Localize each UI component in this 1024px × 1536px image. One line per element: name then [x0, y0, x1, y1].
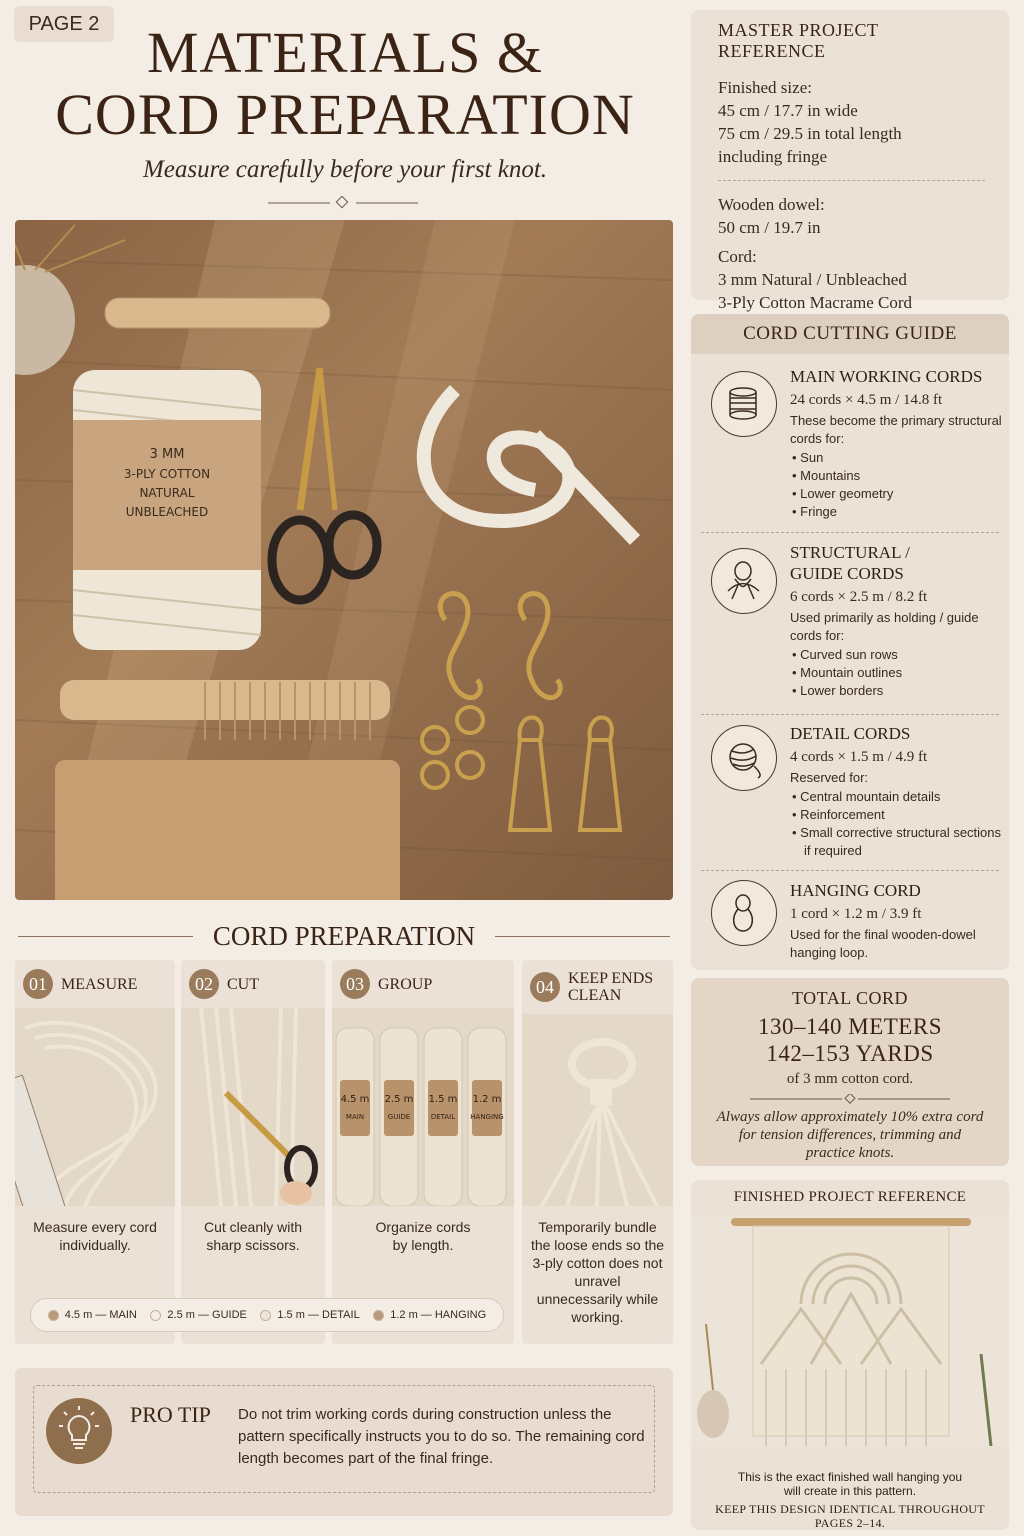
hanging-loop-icon	[711, 880, 777, 946]
cord-quantity: 24 cords × 4.5 m / 14.8 ft	[790, 392, 943, 408]
bundle-name-label: GUIDE	[387, 1113, 411, 1121]
spool-label-line: NATURAL	[139, 486, 195, 500]
legend-swatch	[260, 1310, 271, 1321]
divider	[718, 180, 985, 181]
cord-use-item: • Curved sun rows	[790, 646, 1002, 664]
step-title-line: CLEAN	[568, 987, 622, 1004]
divider	[701, 532, 999, 533]
step-title-line: KEEP ENDS	[568, 970, 654, 987]
cord-preparation-title: CORD PREPARATION	[212, 920, 476, 951]
total-of-cord: of 3 mm cotton cord.	[786, 1071, 914, 1087]
materials-photo	[15, 220, 673, 900]
cord-quantity: 4 cords × 1.5 m / 4.9 ft	[790, 749, 928, 765]
cord-description: Reserved for:	[790, 770, 869, 785]
cord-description: These become the primary structural cords for:	[790, 413, 1002, 446]
divider-ornament-icon	[750, 1094, 950, 1104]
cord-quantity: 6 cords × 2.5 m / 8.2 ft	[790, 589, 928, 605]
cord-title-line: STRUCTURAL /	[790, 543, 910, 562]
cord-description: Used for the final wooden-dowel hanging loop.	[790, 927, 976, 960]
pro-tip-text: Do not trim working cords during construction unless the pattern specifically instructs you to do so. The remaining cord length becomes part of the final fringe.	[238, 1406, 645, 1467]
bundle-length-label: 1.2 m	[472, 1094, 502, 1105]
lightbulb-icon	[46, 1398, 112, 1464]
page-tag: PAGE 2	[14, 6, 114, 42]
cord-use-item: • Lower geometry	[790, 485, 1002, 503]
step-group	[332, 960, 514, 1344]
bundle-length-label: 2.5 m	[384, 1094, 414, 1105]
cord-spool-icon	[711, 371, 777, 437]
step-cut	[181, 960, 325, 1344]
spool-label-line: UNBLEACHED	[125, 505, 209, 519]
step-title	[568, 970, 653, 1004]
total-cord-panel	[691, 978, 1009, 1166]
pro-tip-label: PRO TIP	[130, 1402, 211, 1427]
legend-item	[260, 1309, 359, 1321]
cord-title: HANGING CORD	[790, 881, 921, 900]
cord-length-legend	[30, 1298, 504, 1332]
legend-label: 2.5 m — GUIDE	[167, 1309, 247, 1321]
legend-label: 4.5 m — MAIN	[64, 1309, 137, 1321]
step-caption: Measure every cord individually.	[33, 1219, 157, 1253]
step-number: 04	[530, 972, 560, 1002]
cord-title	[790, 542, 1002, 584]
total-yards: 142–153 YARDS	[766, 1041, 934, 1066]
heading-rule	[18, 936, 193, 937]
bundle-name-label: DETAIL	[430, 1113, 456, 1121]
master-reference-heading: MASTER PROJECT REFERENCE	[718, 20, 879, 61]
finished-size-line: including fringe	[718, 147, 828, 166]
step-title: MEASURE	[61, 975, 138, 993]
cord-spool-image	[73, 370, 261, 650]
s-hooks-image	[440, 594, 560, 698]
cord-use-item: • Lower borders	[790, 682, 1002, 700]
legend-label: 1.2 m — HANGING	[390, 1309, 487, 1321]
divider	[701, 870, 999, 871]
legend-label: 1.5 m — DETAIL	[277, 1309, 360, 1321]
step-title: GROUP	[378, 975, 433, 993]
total-heading: TOTAL CORD	[791, 988, 909, 1008]
cord-use-item: • Mountains	[790, 467, 1002, 485]
bundle-length-label: 1.5 m	[428, 1094, 458, 1105]
title-line-2: CORD PREPARATION	[55, 82, 635, 147]
rings-image	[422, 707, 483, 788]
cord-use-item: • Sun	[790, 449, 1002, 467]
divider-ornament-icon	[268, 196, 418, 210]
cord-quantity: 1 cord × 1.2 m / 3.9 ft	[790, 906, 922, 922]
cord-preparation-heading	[18, 918, 670, 954]
step-title: CUT	[227, 975, 259, 993]
finished-reference-note: KEEP THIS DESIGN IDENTICAL THROUGHOUT PAGES 2–14.	[715, 1502, 985, 1530]
cord-title: DETAIL CORDS	[790, 724, 911, 743]
cutting-guide-heading: CORD CUTTING GUIDE	[691, 314, 1009, 354]
step-number: 01	[23, 969, 53, 999]
measure-step-image	[15, 1008, 175, 1206]
wooden-dowel-image	[105, 298, 330, 328]
cord-line: 3-Ply Cotton Macrame Cord	[718, 293, 913, 312]
divider	[701, 714, 999, 715]
cord-description: Used primarily as holding / guide cords for:	[790, 610, 979, 643]
step-number: 03	[340, 969, 370, 999]
page-subtitle: Measure carefully before your first knot.	[142, 156, 548, 183]
finished-size-line: 75 cm / 29.5 in total length	[718, 124, 902, 143]
step-number: 02	[189, 969, 219, 999]
legend-swatch	[373, 1310, 384, 1321]
finished-wall-hanging-image	[691, 1214, 1009, 1446]
spool-label-line: 3 MM	[149, 447, 185, 462]
step-measure	[15, 960, 175, 1344]
finished-reference-panel	[691, 1180, 1009, 1530]
group-step-image	[332, 1008, 514, 1206]
title-line-1: MATERIALS &	[146, 20, 544, 85]
cord-use-item: • Reinforcement	[790, 806, 1002, 824]
heading-rule	[495, 936, 670, 937]
cord-use-item: • Fringe	[790, 503, 1002, 521]
cord-use-item: • Central mountain details	[790, 788, 1002, 806]
dowel-value: 50 cm / 19.7 in	[718, 218, 821, 237]
legend-swatch	[150, 1310, 161, 1321]
bundle-step-image	[522, 1014, 673, 1206]
step-caption: Organize cords by length.	[375, 1219, 471, 1253]
cord-label: Cord:	[718, 247, 757, 266]
step-caption: Temporarily bundle the loose ends so the 3-ply cotton does not unravel unnecessarily while working.	[530, 1219, 665, 1325]
finished-reference-heading: FINISHED PROJECT REFERENCE	[733, 1189, 967, 1205]
step-caption: Cut cleanly with sharp scissors.	[203, 1219, 303, 1253]
legend-item	[48, 1309, 137, 1321]
cord-title-line: GUIDE CORDS	[790, 564, 904, 583]
cord-use-item: • Small corrective structural sections if required	[790, 824, 1002, 860]
finished-size-label: Finished size:	[718, 78, 812, 97]
extra-cord-note: Always allow approximately 10% extra cord for tension differences, trimming and practice knots.	[716, 1109, 984, 1161]
finished-size-line: 45 cm / 17.7 in wide	[718, 101, 858, 120]
bundle-length-label: 4.5 m	[340, 1094, 370, 1105]
finished-reference-caption: This is the exact finished wall hanging you will create in this pattern.	[737, 1470, 963, 1498]
cord-title: MAIN WORKING CORDS	[790, 367, 983, 386]
legend-swatch	[48, 1310, 59, 1321]
legend-item	[373, 1309, 486, 1321]
legend-item	[150, 1309, 246, 1321]
bundle-name-label: HANGING	[470, 1113, 504, 1121]
page-title	[30, 22, 660, 146]
spool-label-line: 3-PLY COTTON	[123, 467, 211, 481]
total-meters: 130–140 METERS	[758, 1014, 942, 1039]
knot-icon	[711, 548, 777, 614]
bundle-name-label: MAIN	[345, 1113, 365, 1121]
step-keep-ends-clean	[522, 960, 673, 1344]
cord-ball-icon	[711, 725, 777, 791]
cord-cutting-guide	[691, 314, 1009, 970]
cut-step-image	[181, 1008, 325, 1206]
cord-use-item: • Mountain outlines	[790, 664, 1002, 682]
felt-mat-image	[55, 760, 400, 900]
binder-clips-image	[510, 718, 620, 831]
cord-line: 3 mm Natural / Unbleached	[718, 270, 907, 289]
vase-image	[15, 220, 125, 375]
master-reference-panel	[691, 10, 1009, 312]
dowel-label: Wooden dowel:	[718, 195, 825, 214]
